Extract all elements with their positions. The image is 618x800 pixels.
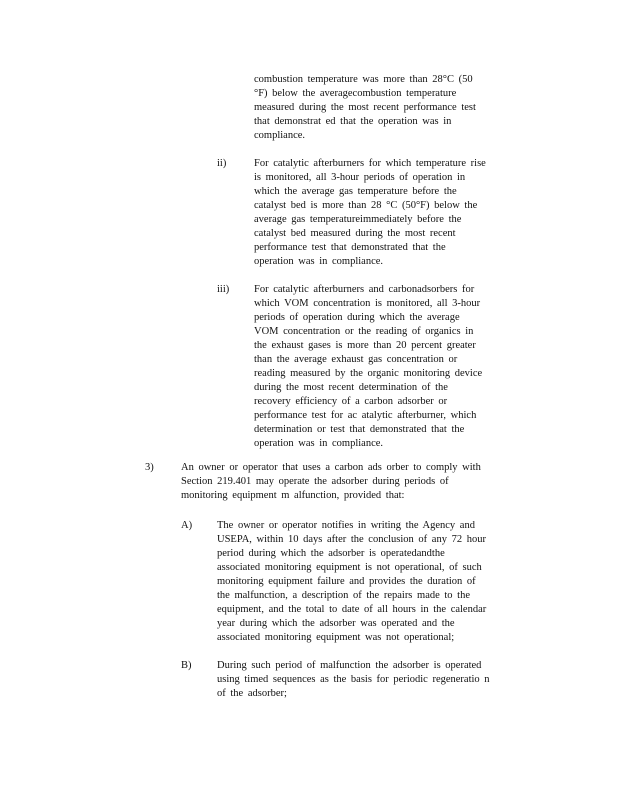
text-line: reading measured by the organic monitoring device	[254, 368, 483, 379]
list-marker-iii: iii)	[217, 284, 230, 295]
list-marker-ii: ii)	[217, 158, 227, 169]
text-line: average gas temperatureimmediately before the	[254, 214, 462, 225]
text-line: The owner or operator notifies in writing the Agency and	[217, 520, 475, 531]
list-item-iii	[254, 283, 498, 451]
text-line: recovery efficiency of a carbon adsorber or	[254, 396, 448, 407]
list-item-3	[181, 461, 493, 503]
text-line: Section 219.401 may operate the adsorber during periods of	[181, 476, 449, 487]
text-line: compliance.	[254, 130, 306, 141]
text-line: monitoring equipment failure and provides the duration of	[217, 576, 476, 587]
text-line: operation was in compliance.	[254, 438, 384, 449]
text-line: periods of operation during which the average	[254, 312, 460, 323]
text-line: associated monitoring equipment was not operational;	[217, 632, 455, 643]
text-line: For catalytic afterburners for which temperature rise	[254, 158, 486, 169]
text-line: catalyst bed measured during the most recent	[254, 228, 456, 239]
list-item-b	[217, 659, 506, 701]
text-line: determination or test that demonstrated that the	[254, 424, 465, 435]
text-line: the malfunction, a description of the repairs made to the	[217, 590, 471, 601]
text-line: is monitored, all 3-hour periods of operation in	[254, 172, 466, 183]
text-line: combustion temperature was more than 28°C (50	[254, 74, 473, 85]
text-line: measured during the most recent performance test	[254, 102, 476, 113]
text-line: which the average gas temperature before the	[254, 186, 457, 197]
list-item-a	[217, 519, 502, 645]
text-line: during the most recent determination of the	[254, 382, 448, 393]
text-line: °F) below the averagecombustion temperature	[254, 88, 457, 99]
list-item-ii	[254, 157, 504, 269]
text-line: VOM concentration or the reading of organics in	[254, 326, 474, 337]
text-line: period during which the adsorber is operatedandthe	[217, 548, 445, 559]
text-line: An owner or operator that uses a carbon ads orber to comply with	[181, 462, 481, 473]
text-line: operation was in compliance.	[254, 256, 384, 267]
text-line: catalyst bed is more than 28 °C (50°F) below the	[254, 200, 478, 211]
text-line: year during which the adsorber was operated and the	[217, 618, 455, 629]
text-line: that demonstrat ed that the operation was in	[254, 116, 452, 127]
text-line: which VOM concentration is monitored, all 3-hour	[254, 298, 481, 309]
text-line: performance test for ac atalytic afterburner, which	[254, 410, 477, 421]
continuation-paragraph	[254, 73, 492, 143]
list-marker-3: 3)	[145, 462, 154, 473]
text-line: equipment, and the total to date of all hours in the calendar	[217, 604, 487, 615]
text-line: the exhaust gases is more than 20 percent greater	[254, 340, 476, 351]
text-line: of the adsorber;	[217, 688, 287, 699]
text-line: During such period of malfunction the adsorber is operated	[217, 660, 482, 671]
text-line: For catalytic afterburners and carbonadsorbers for	[254, 284, 475, 295]
list-marker-a: A)	[181, 520, 193, 531]
text-line: than the average exhaust gas concentration or	[254, 354, 458, 365]
list-marker-b: B)	[181, 660, 192, 671]
text-line: performance test that demonstrated that the	[254, 242, 446, 253]
text-line: using timed sequences as the basis for periodic regeneratio n	[217, 674, 490, 685]
text-line: monitoring equipment m alfunction, provided that:	[181, 490, 405, 501]
text-line: USEPA, within 10 days after the conclusion of any 72 hour	[217, 534, 486, 545]
text-line: associated monitoring equipment is not operational, of such	[217, 562, 482, 573]
